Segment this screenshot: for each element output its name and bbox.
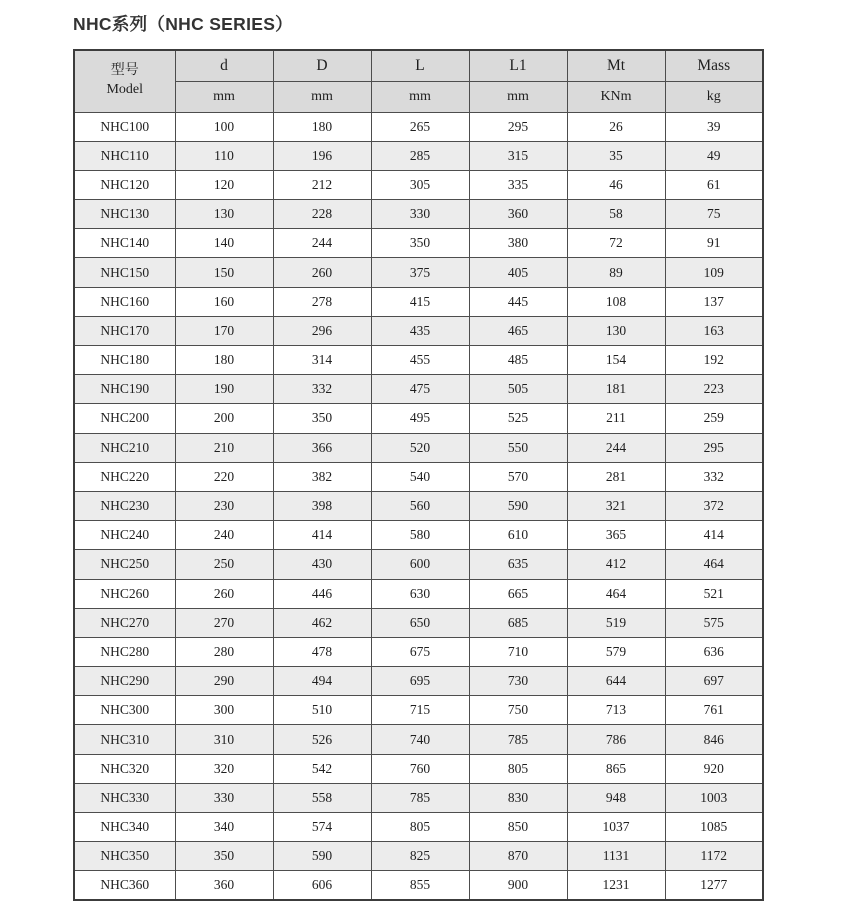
value-cell: 260 [175,579,273,608]
value-cell: 900 [469,871,567,900]
value-cell: 310 [175,725,273,754]
value-cell: 830 [469,783,567,812]
value-cell: 462 [273,608,371,637]
value-cell: 163 [665,316,763,345]
value-cell: 314 [273,346,371,375]
value-cell: 1003 [665,783,763,812]
nhc-spec-table [73,49,764,901]
value-cell: 825 [371,842,469,871]
value-cell: 335 [469,170,567,199]
value-cell: 485 [469,346,567,375]
model-cell: NHC260 [74,579,175,608]
value-cell: 181 [567,375,665,404]
value-cell: 39 [665,112,763,141]
unit-header-d: mm [175,81,273,112]
table-row [74,316,763,345]
table-row [74,813,763,842]
value-cell: 350 [175,842,273,871]
value-cell: 137 [665,287,763,316]
model-cell: NHC180 [74,346,175,375]
value-cell: 211 [567,404,665,433]
value-cell: 228 [273,200,371,229]
value-cell: 870 [469,842,567,871]
table-row [74,842,763,871]
value-cell: 72 [567,229,665,258]
value-cell: 590 [469,491,567,520]
value-cell: 250 [175,550,273,579]
model-cell: NHC360 [74,871,175,900]
value-cell: 430 [273,550,371,579]
header-row-labels [74,50,763,81]
value-cell: 610 [469,521,567,550]
value-cell: 560 [371,491,469,520]
value-cell: 340 [175,813,273,842]
unit-header-L: mm [371,81,469,112]
value-cell: 230 [175,491,273,520]
value-cell: 570 [469,462,567,491]
table-header [74,50,763,112]
table-row [74,170,763,199]
value-cell: 265 [371,112,469,141]
table-row [74,112,763,141]
value-cell: 464 [665,550,763,579]
model-cell: NHC310 [74,725,175,754]
value-cell: 414 [273,521,371,550]
value-cell: 464 [567,579,665,608]
value-cell: 365 [567,521,665,550]
column-header-Mt: Mt [567,50,665,81]
value-cell: 154 [567,346,665,375]
value-cell: 805 [371,813,469,842]
model-cell: NHC120 [74,170,175,199]
value-cell: 180 [273,112,371,141]
value-cell: 920 [665,754,763,783]
value-cell: 366 [273,433,371,462]
value-cell: 579 [567,637,665,666]
model-cell: NHC250 [74,550,175,579]
value-cell: 332 [665,462,763,491]
value-cell: 196 [273,141,371,170]
value-cell: 120 [175,170,273,199]
table-row [74,667,763,696]
page-title: NHC系列（NHC SERIES） [73,14,293,34]
model-cell: NHC240 [74,521,175,550]
table-row [74,637,763,666]
value-cell: 89 [567,258,665,287]
value-cell: 505 [469,375,567,404]
header-row-units [74,81,763,112]
table-row [74,462,763,491]
value-cell: 846 [665,725,763,754]
value-cell: 321 [567,491,665,520]
model-cell: NHC160 [74,287,175,316]
value-cell: 494 [273,667,371,696]
value-cell: 398 [273,491,371,520]
value-cell: 360 [469,200,567,229]
value-cell: 574 [273,813,371,842]
value-cell: 675 [371,637,469,666]
value-cell: 455 [371,346,469,375]
value-cell: 580 [371,521,469,550]
model-column-header [74,50,175,112]
value-cell: 130 [175,200,273,229]
value-cell: 170 [175,316,273,345]
unit-header-D: mm [273,81,371,112]
value-cell: 520 [371,433,469,462]
table-body [74,112,763,900]
value-cell: 405 [469,258,567,287]
value-cell: 644 [567,667,665,696]
table-row [74,258,763,287]
value-cell: 1085 [665,813,763,842]
model-cell: NHC200 [74,404,175,433]
value-cell: 140 [175,229,273,258]
model-cell: NHC140 [74,229,175,258]
value-cell: 315 [469,141,567,170]
unit-header-Mt: KNm [567,81,665,112]
value-cell: 100 [175,112,273,141]
value-cell: 382 [273,462,371,491]
value-cell: 685 [469,608,567,637]
value-cell: 414 [665,521,763,550]
value-cell: 300 [175,696,273,725]
model-cell: NHC230 [74,491,175,520]
value-cell: 415 [371,287,469,316]
model-cell: NHC290 [74,667,175,696]
column-header-L1: L1 [469,50,567,81]
column-header-Mass: Mass [665,50,763,81]
unit-header-Mass: kg [665,81,763,112]
table-row [74,404,763,433]
value-cell: 606 [273,871,371,900]
value-cell: 478 [273,637,371,666]
value-cell: 270 [175,608,273,637]
value-cell: 636 [665,637,763,666]
table-row [74,579,763,608]
value-cell: 1231 [567,871,665,900]
table-row [74,433,763,462]
value-cell: 220 [175,462,273,491]
value-cell: 110 [175,141,273,170]
value-cell: 210 [175,433,273,462]
value-cell: 697 [665,667,763,696]
value-cell: 526 [273,725,371,754]
value-cell: 281 [567,462,665,491]
value-cell: 192 [665,346,763,375]
value-cell: 521 [665,579,763,608]
value-cell: 285 [371,141,469,170]
table-row [74,346,763,375]
table-row [74,287,763,316]
value-cell: 372 [665,491,763,520]
value-cell: 740 [371,725,469,754]
model-cell: NHC320 [74,754,175,783]
value-cell: 510 [273,696,371,725]
table-row [74,871,763,900]
table-row [74,608,763,637]
model-cell: NHC350 [74,842,175,871]
value-cell: 290 [175,667,273,696]
unit-header-L1: mm [469,81,567,112]
value-cell: 1277 [665,871,763,900]
value-cell: 550 [469,433,567,462]
value-cell: 525 [469,404,567,433]
value-cell: 635 [469,550,567,579]
model-header-cn: 型号 [110,63,139,79]
value-cell: 280 [175,637,273,666]
table-row [74,141,763,170]
value-cell: 590 [273,842,371,871]
value-cell: 412 [567,550,665,579]
value-cell: 630 [371,579,469,608]
value-cell: 715 [371,696,469,725]
value-cell: 108 [567,287,665,316]
column-header-D: D [273,50,371,81]
value-cell: 332 [273,375,371,404]
model-cell: NHC150 [74,258,175,287]
value-cell: 750 [469,696,567,725]
value-cell: 542 [273,754,371,783]
value-cell: 130 [567,316,665,345]
value-cell: 435 [371,316,469,345]
value-cell: 855 [371,871,469,900]
value-cell: 75 [665,200,763,229]
value-cell: 713 [567,696,665,725]
value-cell: 375 [371,258,469,287]
table-row [74,375,763,404]
value-cell: 695 [371,667,469,696]
value-cell: 91 [665,229,763,258]
value-cell: 1037 [567,813,665,842]
value-cell: 760 [371,754,469,783]
value-cell: 600 [371,550,469,579]
value-cell: 320 [175,754,273,783]
model-cell: NHC110 [74,141,175,170]
value-cell: 475 [371,375,469,404]
table-row [74,725,763,754]
value-cell: 240 [175,521,273,550]
value-cell: 61 [665,170,763,199]
model-cell: NHC300 [74,696,175,725]
value-cell: 785 [371,783,469,812]
value-cell: 350 [371,229,469,258]
model-cell: NHC100 [74,112,175,141]
value-cell: 160 [175,287,273,316]
value-cell: 190 [175,375,273,404]
value-cell: 558 [273,783,371,812]
column-header-d: d [175,50,273,81]
model-cell: NHC190 [74,375,175,404]
value-cell: 1172 [665,842,763,871]
value-cell: 495 [371,404,469,433]
value-cell: 109 [665,258,763,287]
column-header-L: L [371,50,469,81]
value-cell: 296 [273,316,371,345]
table-row [74,200,763,229]
table-row [74,696,763,725]
value-cell: 212 [273,170,371,199]
value-cell: 786 [567,725,665,754]
value-cell: 575 [665,608,763,637]
value-cell: 710 [469,637,567,666]
model-cell: NHC220 [74,462,175,491]
value-cell: 305 [371,170,469,199]
value-cell: 446 [273,579,371,608]
value-cell: 380 [469,229,567,258]
model-cell: NHC340 [74,813,175,842]
table-row [74,491,763,520]
value-cell: 244 [273,229,371,258]
value-cell: 465 [469,316,567,345]
model-cell: NHC130 [74,200,175,229]
value-cell: 180 [175,346,273,375]
value-cell: 295 [469,112,567,141]
value-cell: 785 [469,725,567,754]
value-cell: 445 [469,287,567,316]
model-cell: NHC270 [74,608,175,637]
value-cell: 49 [665,141,763,170]
value-cell: 730 [469,667,567,696]
value-cell: 850 [469,813,567,842]
value-cell: 665 [469,579,567,608]
value-cell: 260 [273,258,371,287]
value-cell: 948 [567,783,665,812]
value-cell: 58 [567,200,665,229]
value-cell: 330 [175,783,273,812]
value-cell: 650 [371,608,469,637]
value-cell: 1131 [567,842,665,871]
table-row [74,783,763,812]
value-cell: 761 [665,696,763,725]
model-cell: NHC280 [74,637,175,666]
value-cell: 46 [567,170,665,199]
table-row [74,754,763,783]
value-cell: 295 [665,433,763,462]
table-row [74,521,763,550]
value-cell: 150 [175,258,273,287]
value-cell: 259 [665,404,763,433]
model-cell: NHC330 [74,783,175,812]
value-cell: 223 [665,375,763,404]
value-cell: 200 [175,404,273,433]
table-row [74,229,763,258]
model-cell: NHC170 [74,316,175,345]
value-cell: 519 [567,608,665,637]
model-cell: NHC210 [74,433,175,462]
value-cell: 540 [371,462,469,491]
value-cell: 278 [273,287,371,316]
table-row [74,550,763,579]
value-cell: 865 [567,754,665,783]
value-cell: 350 [273,404,371,433]
value-cell: 805 [469,754,567,783]
value-cell: 35 [567,141,665,170]
value-cell: 360 [175,871,273,900]
value-cell: 244 [567,433,665,462]
model-header-en: Model [106,82,144,98]
value-cell: 26 [567,112,665,141]
value-cell: 330 [371,200,469,229]
